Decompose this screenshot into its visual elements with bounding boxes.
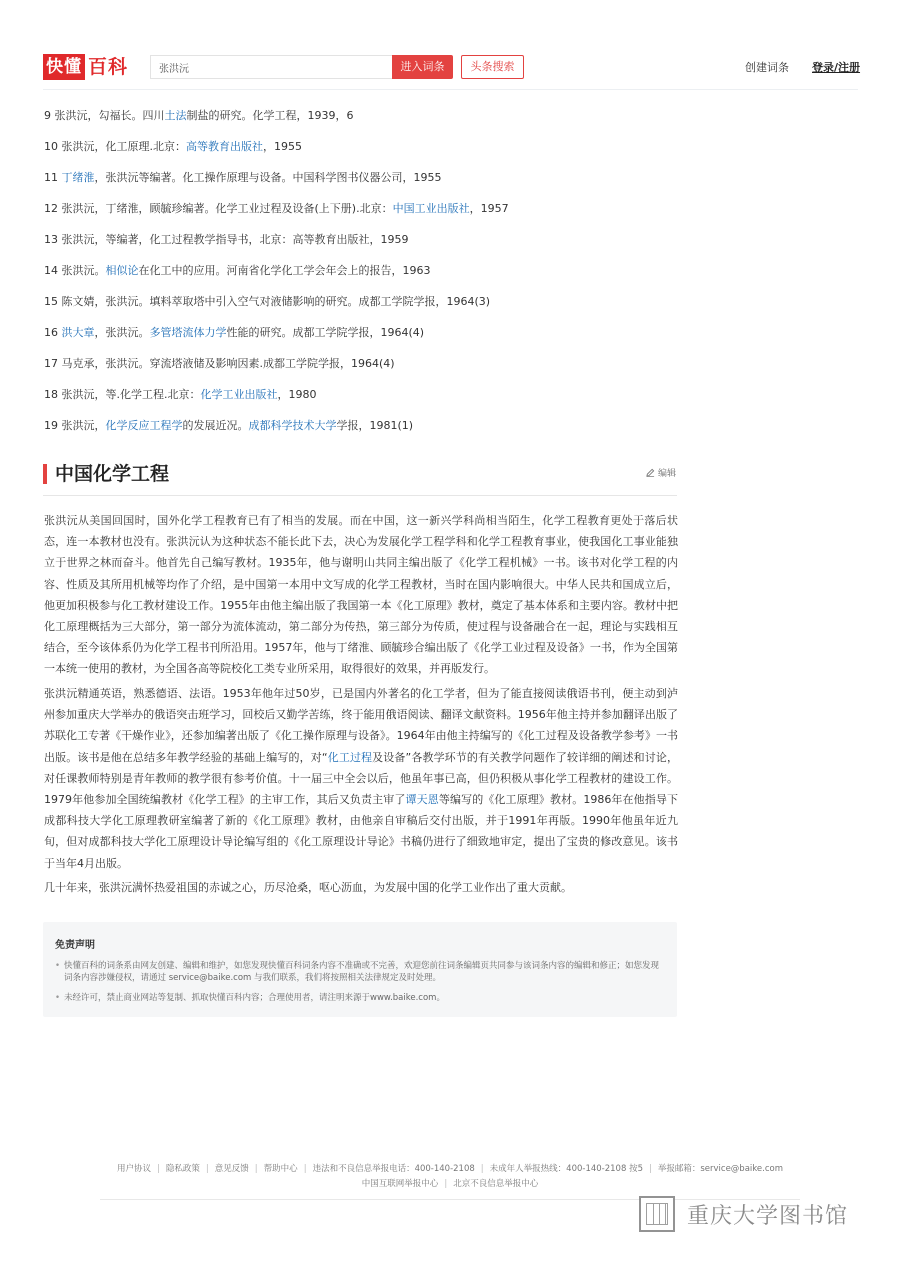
footer-links <box>0 1162 900 1174</box>
footer-link[interactable]: 隐私政策 <box>165 1164 200 1174</box>
section-edit-button[interactable] <box>646 466 676 479</box>
text-run: 学报，1981(1) <box>336 419 414 432</box>
disclaimer-text: 快懂百科的词条系由网友创建、编辑和维护，如您发现快懂百科词条内容不准确或不完善，欢迎您前往词条编辑页共同参与该词条内容的编辑和修正；如您发现词条内容涉嫌侵权，请通过 service@baike.com 与我们联系，我们将按照相关法律规定及时处理。 <box>64 961 660 983</box>
library-watermark <box>639 1194 848 1234</box>
text-run: ，张洪沅等编著。化工操作原理与设备。中国科学图书仪器公司，1955 <box>94 171 442 184</box>
disclaimer-item <box>55 992 664 1004</box>
header-divider <box>43 89 858 90</box>
text-run: 张洪沅精通英语，熟悉德语、法语。1953年他年过50岁，已是国内外著名的化工学者，但为了能直接阅读俄语书刊，便主动到泸州参加重庆大学举办的俄语突击班学习，回校后又勤学苦练，终于能用俄语阅读、翻译文献资料。1956年他主持并参加翻译出版了苏联化工专著《干燥作业》，还参加编著出版了《化工操作原理与设备》。1964年由他主持编写的《化工过程及设备教学参考》一书出版。该书是他在总结多年教学经验的基础上编写的，对“ <box>44 687 678 764</box>
site-logo[interactable] <box>43 54 128 80</box>
text-run: 18 张洪沅，等.化学工程.北京： <box>44 388 201 401</box>
entry-link[interactable]: 化工过程 <box>327 750 373 764</box>
section-title: 中国化学工程 <box>55 463 170 485</box>
text-run: 性能的研究。成都工学院学报，1964(4) <box>226 326 425 339</box>
body-paragraph <box>44 683 678 874</box>
disclaimer-item <box>55 960 664 984</box>
text-run: 14 张洪沅。 <box>44 264 106 277</box>
text-run: ，1957 <box>469 202 509 215</box>
text-run: 张洪沅从美国回国时，国外化学工程教育已有了相当的发展。而在中国，这一新兴学科尚相当陌生，化学工程教育更处于落后状态，连一本教材也没有。张洪沅认为这种状态不能长此下去，决心为发展化学工程学科和化学工程教育事业，使我国化工事业能独立于世界之林而奋斗。他首先自己编写教材。1935年，他与谢明山共同主编出版了《化学工程机械》一书。该书对化学工程的内容、性质及其所用机械等均作了介绍，是中国第一本用中文写成的化学工程教材，当时在国内影响很大。中华人民共和国成立后，他更加积极参与化工教材建设工作。1955年由他主编出版了我国第一本《化工原理》教材，奠定了基本体系和主要内容。教材中把化工原理概括为三大部分，第一部分为流体流动，第二部分为传热，第三部分为传质，使过程与设备融合在一起，理论与实践相互结合，至今该体系仍为化学工程书刊所沿用。1957年，他与丁绪淮、顾毓珍合编出版了《化学工业过程及设备》一书，作为全国第一本统一使用的教材，为全国各高等院校化工类专业所采用，取得很好的效果，并再版发行。 <box>44 514 678 676</box>
entry-link[interactable]: 多管塔流体力学 <box>149 326 227 339</box>
edit-label: 编辑 <box>658 469 677 479</box>
disclaimer-text: 未经许可，禁止商业网站等复制、抓取快懂百科内容；合理使用者，请注明来源于www.baike.com。 <box>64 993 445 1003</box>
search-box[interactable] <box>150 55 392 79</box>
text-run: 几十年来，张洪沅满怀热爱祖国的赤诚之心，历尽沧桑，呕心沥血，为发展中国的化学工业作出了重大贡献。 <box>44 881 572 894</box>
reference-item <box>44 170 442 186</box>
footer-link[interactable]: 举报邮箱：service@baike.com <box>657 1164 783 1174</box>
footer-link[interactable]: 意见反馈 <box>214 1164 249 1174</box>
bullet-icon: • <box>55 993 61 1003</box>
text-run: 9 张洪沅，勾福长。四川 <box>44 109 165 122</box>
entry-link[interactable]: 化学工业出版社 <box>200 388 278 401</box>
section-divider <box>43 495 677 496</box>
entry-link[interactable]: 洪大章 <box>61 326 95 339</box>
footer-link[interactable]: 未成年人举报热线：400-140-2108 按5 <box>489 1164 643 1174</box>
text-run: 15 陈文婧，张洪沅。填料萃取塔中引入空气对液储影响的研究。成都工学院学报，1964(3) <box>44 295 491 308</box>
footer-separator: | <box>303 1164 307 1174</box>
text-run: 10 张洪沅，化工原理.北京： <box>44 140 186 153</box>
reference-item <box>44 232 409 248</box>
text-run: ，1980 <box>277 388 317 401</box>
footer-separator: | <box>480 1164 484 1174</box>
entry-link[interactable]: 相似论 <box>105 264 139 277</box>
reference-item <box>44 325 424 341</box>
login-register-link[interactable]: 登录/注册 <box>812 61 861 74</box>
reference-item <box>44 139 302 155</box>
library-seal-icon <box>639 1196 675 1232</box>
text-run: 19 张洪沅， <box>44 419 106 432</box>
text-run: 制盐的研究。化学工程，1939，6 <box>186 109 354 122</box>
entry-link[interactable]: 丁绪淮 <box>61 171 95 184</box>
entry-link[interactable]: 土法 <box>164 109 187 122</box>
text-run: 及设备”各教学环节的有关教学问题作了较详细的阐述和讨论，对任课教师特别是青年教师的教学很有参考价值。十一届三中全会以后，他虽年事已高，但仍积极从事化学工程教材的建设工作。1979年他参加全国统编教材《化学工程》的主审工作，其后又负责主审了 <box>44 750 678 807</box>
reference-item <box>44 356 395 372</box>
text-run: 13 张洪沅，等编著，化工过程教学指导书，北京：高等教育出版社，1959 <box>44 233 409 246</box>
reference-item <box>44 201 509 217</box>
bullet-icon: • <box>55 961 61 971</box>
entry-link[interactable]: 成都科学技术大学 <box>248 419 337 432</box>
text-run: 11 <box>44 171 62 184</box>
disclaimer-box <box>43 922 677 1017</box>
watermark-text: 重庆大学图书馆 <box>687 1203 849 1229</box>
footer-separator: | <box>157 1164 160 1174</box>
search-input[interactable] <box>151 56 392 78</box>
body-paragraph <box>44 877 678 898</box>
text-run: 的发展近况。 <box>182 419 249 432</box>
body-paragraph <box>44 510 678 680</box>
reference-item <box>44 294 490 310</box>
text-run: 12 张洪沅，丁绪淮，顾毓珍编著。化学工业过程及设备(上下册).北京： <box>44 202 393 215</box>
section-accent-bar <box>43 464 47 484</box>
footer-link[interactable]: 中国互联网举报中心 <box>361 1179 439 1189</box>
footer-link[interactable]: 北京不良信息举报中心 <box>453 1179 539 1189</box>
text-run: 16 <box>44 326 62 339</box>
pencil-icon <box>646 468 655 477</box>
text-run: 等编写的《化工原理》教材。1986年在他指导下成都科技大学化工原理教研室编著了新的《化工原理》教材，由他亲自审稿后交付出版，并于1991年再版。1990年他虽年近九旬，但对成都科技大学化工原理设计导论编写组的《化工原理设计导论》书稿仍进行了细致地审定，提出了宝贵的修改意见。该书于当年4月出版。 <box>44 793 679 870</box>
text-run: 17 马克承，张洪沅。穿流塔液储及影响因素.成都工学院学报，1964(4) <box>44 357 395 370</box>
footer-report-links <box>0 1177 900 1189</box>
toutiao-search-button[interactable]: 头条搜索 <box>461 55 524 79</box>
text-run: ，1955 <box>263 140 302 153</box>
text-run: 在化工中的应用。河南省化学化工学会年会上的报告，1963 <box>138 264 431 277</box>
entry-link[interactable]: 谭天恩 <box>405 793 439 807</box>
footer-link[interactable]: 帮助中心 <box>263 1164 298 1174</box>
create-entry-link[interactable]: 创建词条 <box>745 61 789 74</box>
reference-item <box>44 418 413 434</box>
footer-link[interactable]: 用户协议 <box>117 1164 152 1174</box>
text-run: ，张洪沅。 <box>94 326 150 339</box>
reference-item <box>44 263 431 279</box>
entry-link[interactable]: 高等教育出版社 <box>186 140 263 153</box>
logo-part1: 快懂 <box>43 54 85 80</box>
footer-separator: | <box>648 1164 652 1174</box>
top-header <box>0 0 900 90</box>
entry-link[interactable]: 化学反应工程学 <box>105 419 183 432</box>
footer-link[interactable]: 违法和不良信息举报电话：400-140-2108 <box>312 1164 475 1174</box>
reference-item <box>44 108 354 124</box>
footer-separator: | <box>444 1179 448 1189</box>
enter-entry-button[interactable]: 进入词条 <box>392 55 453 79</box>
footer-separator: | <box>254 1164 258 1174</box>
logo-part2: 百科 <box>88 56 129 78</box>
entry-link[interactable]: 中国工业出版社 <box>392 202 470 215</box>
reference-item <box>44 387 317 403</box>
disclaimer-title: 免责声明 <box>55 940 95 951</box>
footer-separator: | <box>205 1164 209 1174</box>
